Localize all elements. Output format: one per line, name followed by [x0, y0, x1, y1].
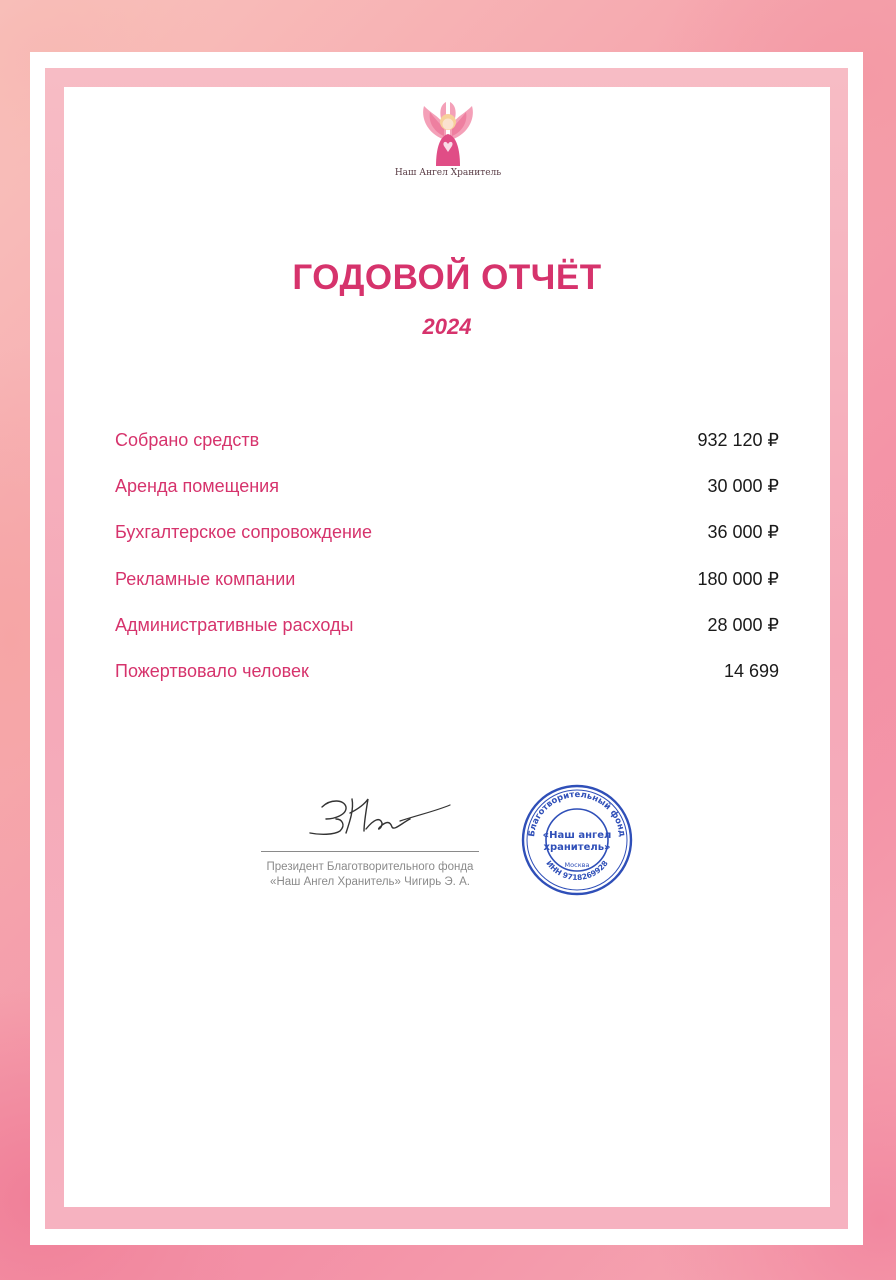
table-row	[115, 569, 779, 615]
signature-caption-line2: «Наш Ангел Хранитель» Чигирь Э. А.	[270, 876, 470, 888]
row-label: Рекламные компании	[115, 568, 296, 589]
report-year: 2024	[422, 314, 472, 339]
row-label: Бухгалтерское сопровождение	[115, 522, 372, 543]
table-row	[115, 661, 779, 707]
logo	[393, 100, 503, 190]
logo-text: Наш Ангел Хранитель	[394, 168, 502, 178]
row-value: 180 000 ₽	[697, 568, 779, 589]
table-row	[115, 615, 779, 661]
table-row	[115, 522, 779, 568]
row-value: 932 120 ₽	[697, 430, 779, 450]
row-value: 28 000 ₽	[707, 614, 779, 635]
signature-block	[250, 785, 490, 888]
row-label: Аренда помещения	[115, 476, 279, 497]
stamp-city: Москва	[564, 861, 590, 869]
stamp-center-line2: хранитель»	[543, 842, 611, 853]
table-row	[115, 476, 779, 522]
stamp-center-line1: «Наш ангел	[542, 830, 612, 841]
row-value: 30 000 ₽	[707, 476, 779, 497]
signature-line	[261, 851, 479, 852]
report-table	[115, 430, 779, 707]
signature-caption	[250, 860, 490, 890]
signature-image	[250, 785, 490, 851]
page-title: ГОДОВОЙ ОТЧЁТ	[292, 258, 602, 297]
signature-caption-line1: Президент Благотворительного фонда	[266, 861, 474, 873]
stamp	[520, 783, 634, 897]
row-value: 14 699	[723, 660, 779, 681]
stamp-outer-text: Благотворительный фонд	[527, 789, 627, 838]
row-label: Административные расходы	[115, 614, 354, 635]
stamp-inn: ИНН 9718269928	[544, 858, 610, 883]
row-value: 36 000 ₽	[707, 522, 779, 543]
row-label: Пожертвовало человек	[115, 660, 309, 681]
row-label: Собрано средств	[115, 430, 260, 450]
table-row	[115, 430, 779, 476]
angel-logo-icon	[408, 100, 488, 168]
